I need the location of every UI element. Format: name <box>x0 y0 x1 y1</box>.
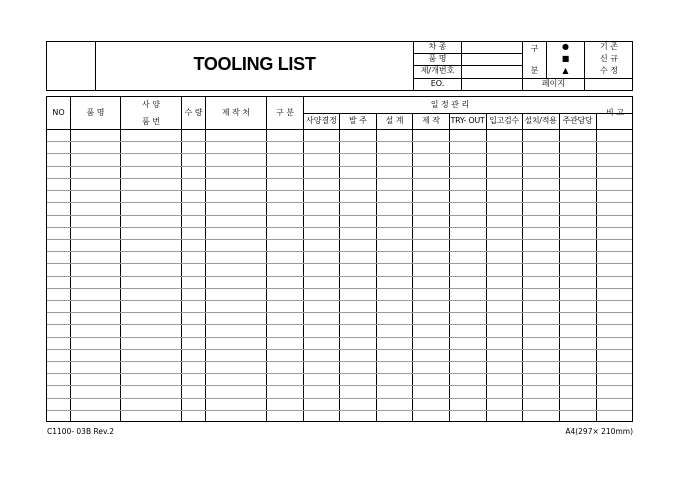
col-spec-decision: 사양결정 <box>306 116 337 125</box>
col-maker: 제 작 처 <box>221 108 251 117</box>
table-row-line <box>47 398 632 399</box>
car-type-value[interactable] <box>462 42 522 53</box>
table-row-line <box>47 239 632 240</box>
eo-label: EO. <box>430 79 445 88</box>
category-label-bottom: 분 <box>530 66 539 75</box>
column-line <box>376 113 377 422</box>
table-row-line <box>47 373 632 374</box>
col-part-name: 품 명 <box>86 108 105 117</box>
table-row-line <box>47 141 632 142</box>
category-label-top: 구 <box>530 44 539 53</box>
table-row-line <box>47 178 632 179</box>
paper-size: A4(297× 210mm) <box>565 427 633 436</box>
table-row-line <box>47 337 632 338</box>
table-row-line <box>47 153 632 154</box>
col-remarks: 비 고 <box>606 108 624 117</box>
table-row-line <box>47 361 632 362</box>
table-row-line <box>47 312 632 313</box>
legend-existing: 기 존 <box>600 42 618 51</box>
table-row-line <box>47 288 632 289</box>
column-line <box>559 113 560 422</box>
column-line <box>339 113 340 422</box>
form-code: C1100- 03B Rev.2 <box>47 427 114 436</box>
table-row-line <box>47 251 632 252</box>
square-symbol-icon: ■ <box>561 54 570 63</box>
part-number-label: 제/개번호 <box>420 66 455 75</box>
col-schedule: 일 정 관 리 <box>430 100 470 109</box>
column-line <box>449 113 450 422</box>
page-value[interactable] <box>585 79 633 90</box>
part-name-value[interactable] <box>462 54 522 65</box>
table-row-line <box>47 276 632 277</box>
col-incoming-inspection: 입고검수 <box>489 116 519 125</box>
table-row-line <box>47 300 632 301</box>
table-row-line <box>47 202 632 203</box>
table-row-line <box>47 385 632 386</box>
col-category: 구 분 <box>276 108 294 117</box>
eo-value[interactable] <box>462 79 522 90</box>
legend-modified: 수 정 <box>600 66 618 75</box>
schedule-split-line <box>303 113 633 114</box>
col-manufacture: 제 작 <box>422 116 440 125</box>
part-number-value[interactable] <box>462 66 522 77</box>
column-line <box>486 113 487 422</box>
col-supervisor: 주관담당 <box>562 116 593 125</box>
legend-new: 신 규 <box>600 54 618 63</box>
page-label: 페이지 <box>541 79 566 88</box>
column-line <box>596 113 597 422</box>
col-design: 설 계 <box>385 116 404 125</box>
column-line <box>412 113 413 422</box>
circle-symbol-icon: ● <box>562 42 569 51</box>
table-row-line <box>47 215 632 216</box>
table-row-line <box>47 227 632 228</box>
header-bottom-line <box>46 129 633 130</box>
table-row-line <box>47 349 632 350</box>
col-part-no: 품 번 <box>142 117 160 126</box>
document-title: TOOLING LIST <box>193 54 316 74</box>
col-no: NO <box>52 108 65 117</box>
triangle-symbol-icon: ▲ <box>562 66 569 75</box>
table-row-line <box>47 324 632 325</box>
col-qty: 수 량 <box>184 108 203 117</box>
col-install-apply: 설치/적용 <box>524 116 557 125</box>
column-line <box>522 113 523 422</box>
table-row-line <box>47 410 632 411</box>
table-row-line <box>47 166 632 167</box>
table-row-line <box>47 190 632 191</box>
col-spec: 사 양 <box>142 100 160 109</box>
col-order: 발 주 <box>349 116 367 125</box>
col-try-out: TRY- OUT <box>450 116 485 125</box>
part-name-label: 품 명 <box>428 54 447 63</box>
car-type-label: 차 종 <box>428 42 447 51</box>
table-row-line <box>47 263 632 264</box>
